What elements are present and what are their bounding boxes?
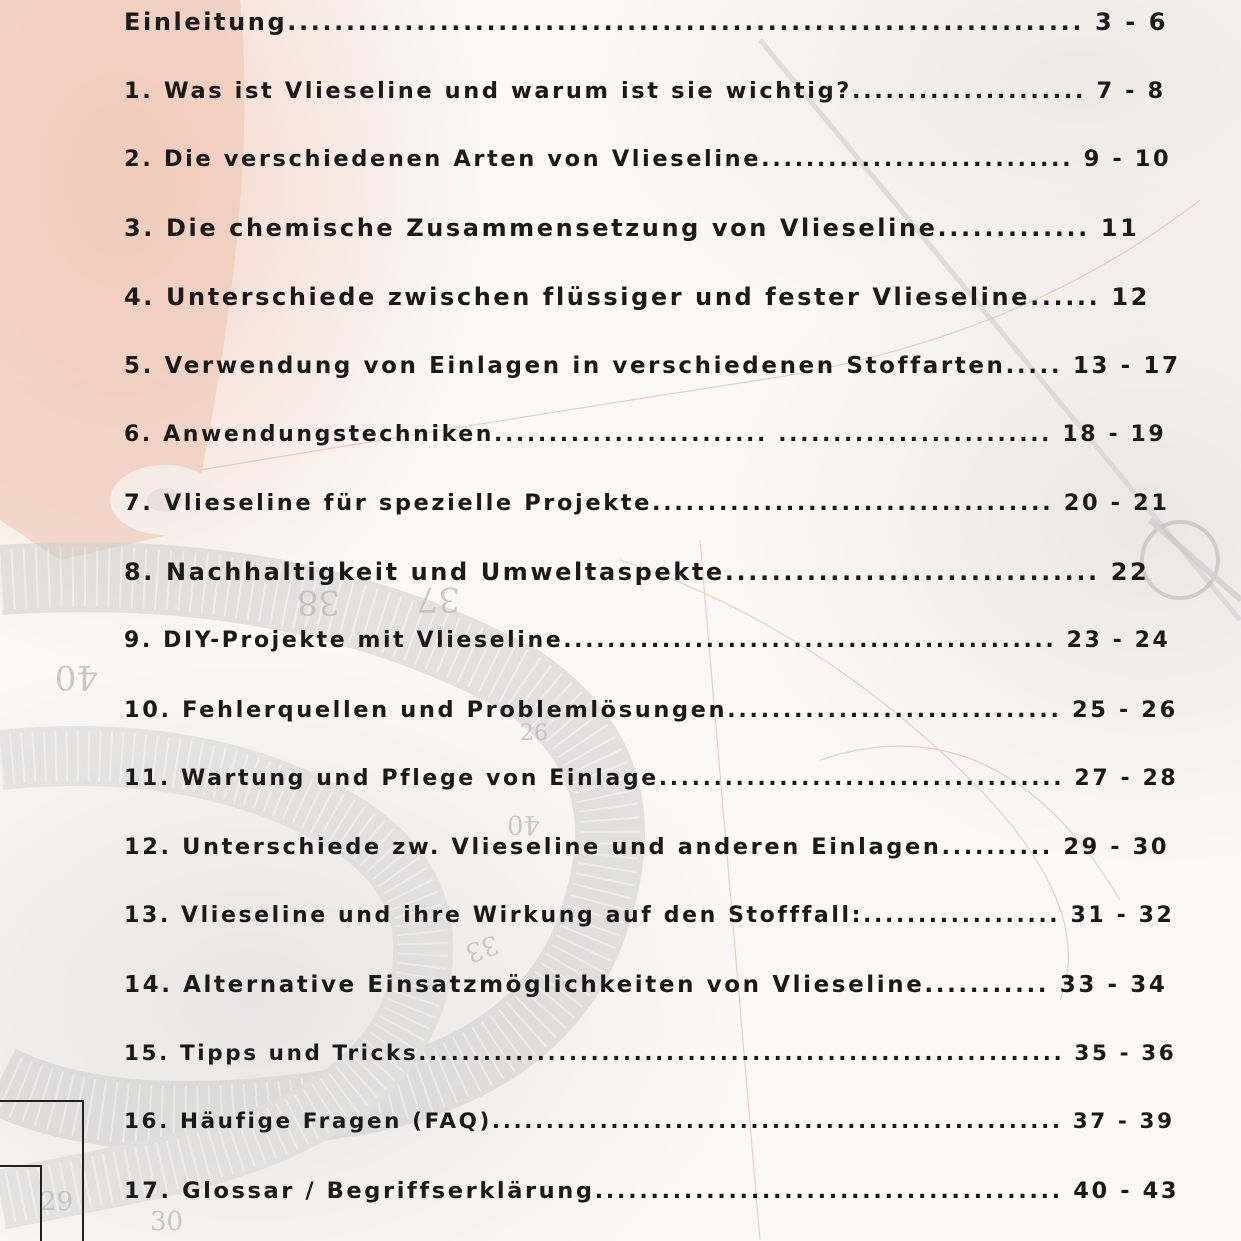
svg-text:33: 33 [461,928,503,968]
toc-entry-16[interactable]: 16. Häufige Fragen (FAQ)..................................................... 37 - 39 [124,1109,1175,1134]
svg-text:30: 30 [150,1207,184,1237]
svg-text:37: 37 [416,579,460,619]
toc-entry-7[interactable]: 7. Vlieseline für spezielle Projekte.................................... 20 - 21 [124,490,1170,516]
toc-entry-6[interactable]: 6. Anwendungstechniken......................... ......................... 18 - 19 [124,422,1167,447]
photo-frame-inner [0,1165,42,1241]
toc-entry-4[interactable]: 4. Unterschiede zwischen flüssiger und fester Vlieseline...... 12 [124,283,1150,311]
svg-text:26: 26 [520,721,548,746]
toc-entry-17[interactable]: 17. Glossar / Begriffserklärung.......................................... 40 - 43 [124,1178,1180,1204]
toc-entry-12[interactable]: 12. Unterschiede zw. Vlieseline und anderen Einlagen.......... 29 - 30 [124,834,1170,860]
toc-entry-5[interactable]: 5. Verwendung von Einlagen in verschiedenen Stoffarten..... 13 - 17 [124,353,1181,379]
toc-entry-14[interactable]: 14. Alternative Einsatzmöglichkeiten von Vlieseline........... 33 - 34 [124,972,1168,998]
toc-entry-10[interactable]: 10. Fehlerquellen und Problemlösungen.............................. 25 - 26 [124,697,1178,723]
toc-entry-9[interactable]: 9. DIY-Projekte mit Vlieseline............................................. 23 - 24 [124,628,1171,653]
toc-entry-einleitung[interactable]: Einleitung.................................................................... 3 - 6 [124,8,1169,36]
svg-text:40: 40 [54,657,98,697]
toc-entry-1[interactable]: 1. Was ist Vlieseline und warum ist sie wichtig?..................... 7 - 8 [124,78,1166,104]
svg-text:38: 38 [296,582,340,622]
svg-text:29: 29 [40,1187,74,1217]
svg-text:40: 40 [506,809,540,839]
toc-entry-15[interactable]: 15. Tipps und Tricks............................................................ 35 - 36 [124,1041,1177,1066]
toc-entry-2[interactable]: 2. Die verschiedenen Arten von Vlieseline............................ 9 - 10 [124,146,1172,172]
toc-entry-11[interactable]: 11. Wartung und Pflege von Einlage..................................... 27 - 28 [124,766,1179,791]
toc-entry-3[interactable]: 3. Die chemische Zusammensetzung von Vlieseline............. 11 [124,214,1140,242]
toc-entry-13[interactable]: 13. Vlieseline und ihre Wirkung auf den Stofffall:.................. 31 - 32 [124,903,1175,928]
toc-entry-8[interactable]: 8. Nachhaltigkeit und Umweltaspekte................................ 22 [124,558,1150,586]
scissors-icon [1142,520,1241,600]
